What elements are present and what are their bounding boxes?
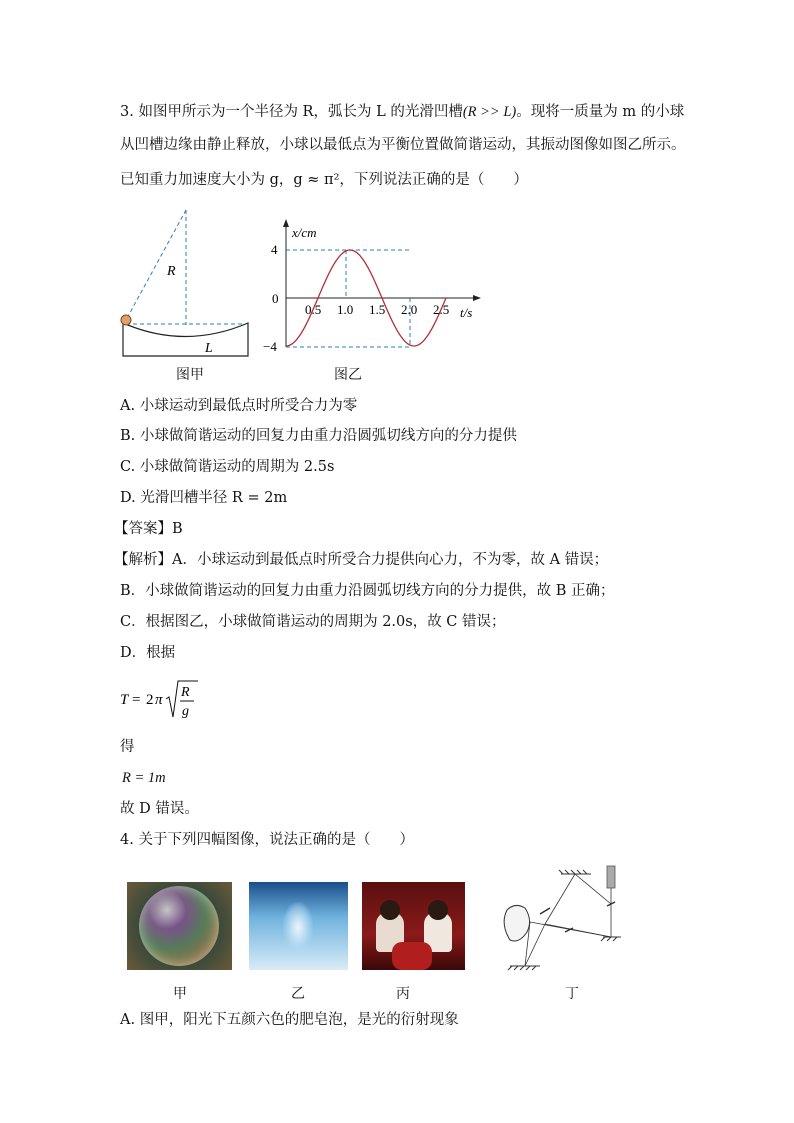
photo-soap-bubble [127,882,232,970]
y-axis-arrow [283,219,289,227]
y-min-label: −4 [263,339,277,354]
svg-text:g: g [182,704,189,719]
svg-text:R: R [181,685,190,700]
diagram-interferometer [495,862,635,977]
fig-b-graph [262,215,492,360]
fig-b-caption: 图乙 [334,367,362,383]
q3-stem-line2: 从凹槽边缘由静止释放，小球以最低点为平衡位置做简谐运动，其振动图像如图乙所示。 [120,137,686,153]
svg-text:T: T [120,692,129,708]
q4-caption-yi: 乙 [291,986,305,1002]
q3-option-d: D. 光滑凹槽半径 R = 2m [120,490,288,506]
ball [121,315,131,325]
analysis-b: B．小球做简谐运动的回复力由重力沿圆弧切线方向的分力提供，故 B 正确； [120,583,615,599]
x-tick-1-5: 1.5 [369,302,386,317]
label-R: R [167,264,176,279]
fig-a-diagram [115,200,255,360]
y-axis-label: x/cm [292,225,317,240]
x-tick-2-0: 2.0 [401,302,418,317]
analysis-a: 【解析】A．小球运动到最低点时所受合力提供向心力，不为零，故 A 错误； [114,552,609,568]
q3-option-b: B. 小球做简谐运动的回复力由重力沿圆弧切线方向的分力提供 [120,428,517,444]
fig-a-caption: 图甲 [176,367,204,383]
x-axis-arrow [473,295,481,301]
label-L: L [205,341,213,356]
q3-stem-line3: 已知重力加速度大小为 g，g ≈ π²，下列说法正确的是（ ） [120,172,528,188]
analysis-result: R = 1m [122,770,166,786]
x-axis-label: t/s [460,305,473,320]
q4-stem: 4. 关于下列四幅图像，说法正确的是（ ） [120,832,414,848]
analysis-de: 得 [120,739,135,755]
radius-slanted [126,210,186,320]
photo-3d-cinema [362,882,465,970]
x-tick-2-5: 2.5 [433,302,450,317]
q4-caption-ding: 丁 [565,986,579,1002]
y-max-label: 4 [271,242,278,257]
x-tick-0-5: 0.5 [305,302,322,317]
svg-text:=: = [132,692,141,708]
photo-water-bubbles [249,882,348,970]
q4-caption-jia: 甲 [173,986,187,1002]
q4-option-a: A. 图甲，阳光下五颜六色的肥皂泡，是光的衍射现象 [120,1012,459,1028]
origin-label: 0 [272,291,279,306]
q3-stem-line1: 3. 如图甲所示为一个半径为 R，弧长为 L 的光滑凹槽(R >> L)。现将一质量为 m 的小球 [120,104,685,120]
q3-option-a: A. 小球运动到最低点时所受合力为零 [120,398,358,414]
svg-text:π: π [155,692,163,708]
q3-answer: 【答案】B [114,521,183,537]
analysis-d-end: 故 D 错误。 [120,801,199,817]
groove-block [123,323,248,356]
svg-text:2: 2 [146,692,154,708]
q4-caption-bing: 丙 [396,986,410,1002]
q3-option-c: C. 小球做简谐运动的周期为 2.5s [120,459,335,475]
formula-period [118,675,208,725]
x-tick-1-0: 1.0 [337,302,354,317]
analysis-d-intro: D．根据 [120,645,176,661]
analysis-c: C．根据图乙，小球做简谐运动的周期为 2.0s，故 C 错误； [120,614,506,630]
